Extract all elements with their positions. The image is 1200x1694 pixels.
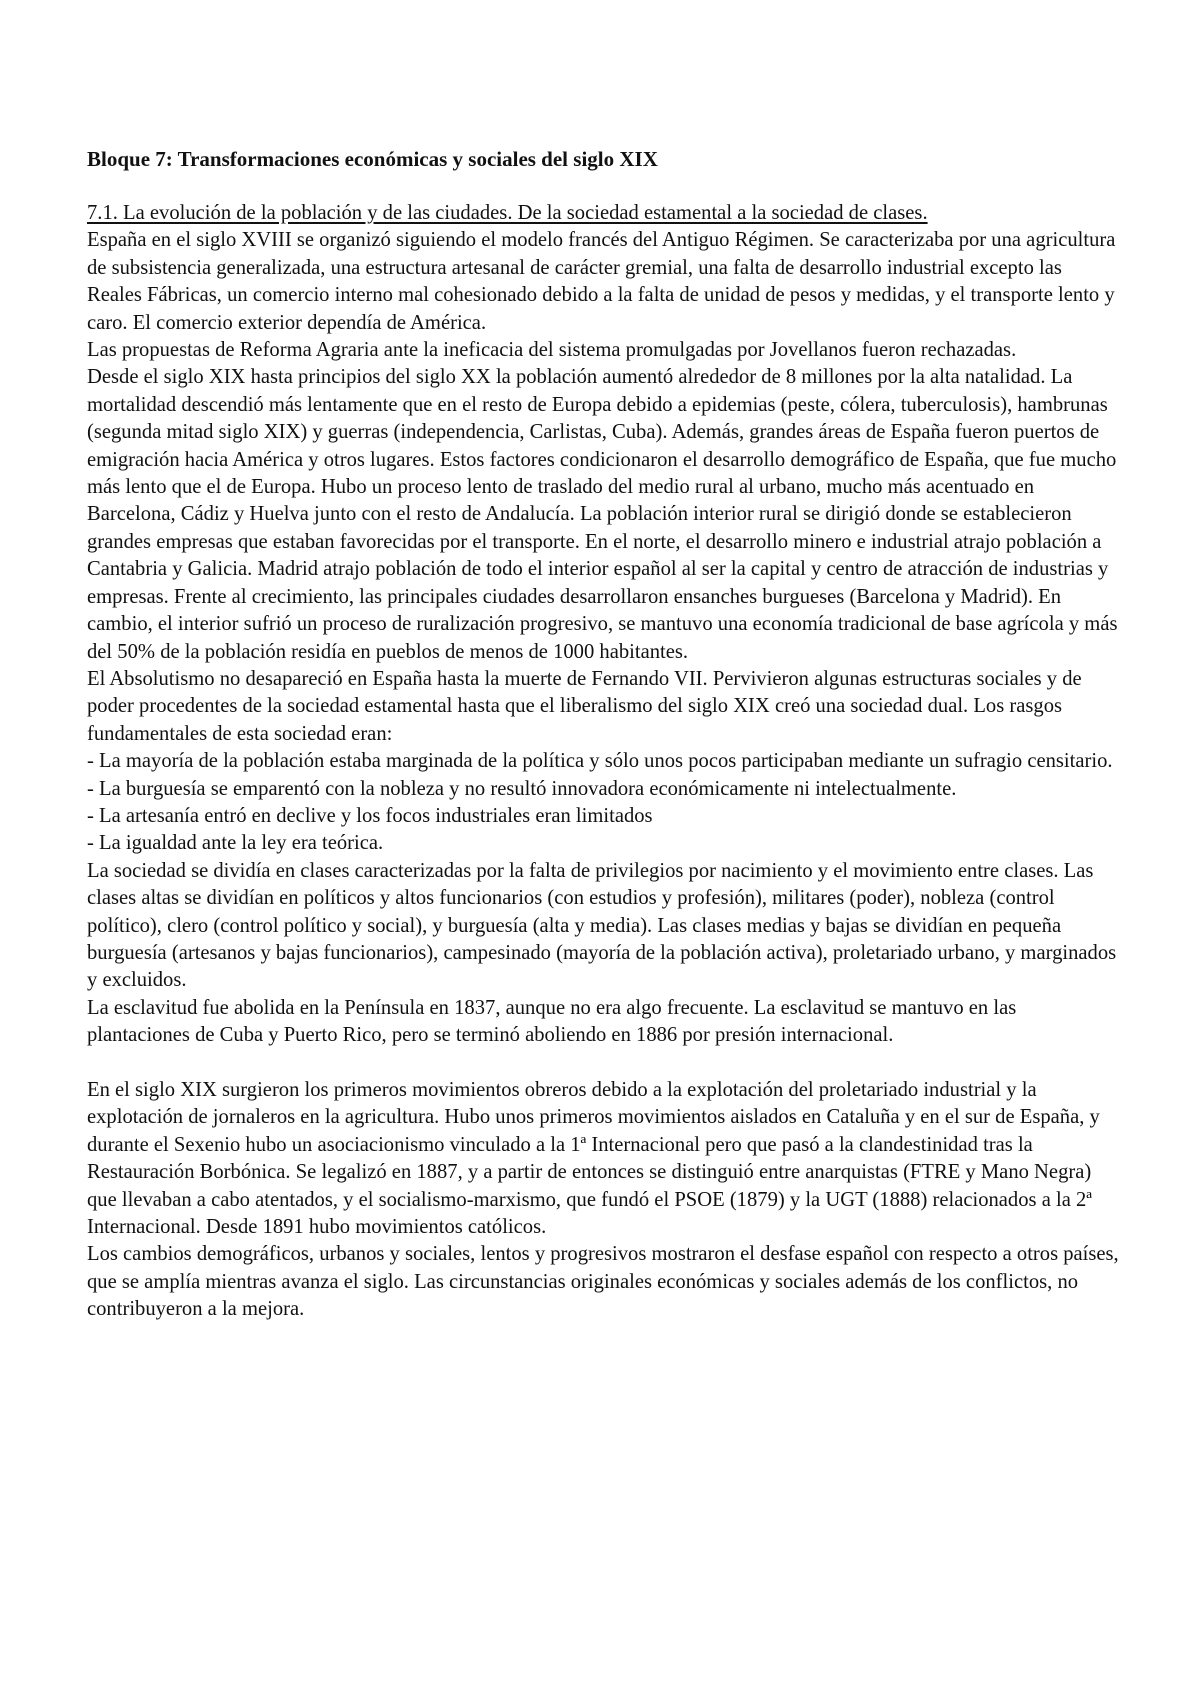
section-heading: 7.1. La evolución de la población y de las ciudades. De la sociedad estamental a la sociedad de clases. [87, 202, 928, 224]
list-item-artesania: - La artesanía entró en declive y los focos industriales eran limitados [87, 804, 653, 827]
list-item-sufragio: - La mayoría de la población estaba marginada de la política y sólo unos pocos participaban mediante un sufragio censitario. [87, 750, 1113, 773]
paragraph-esclavitud: La esclavitud fue abolida en la Península en 1837, aunque no era algo frecuente. La esclavitud se mantuvo en las plantaciones de Cuba y Puerto Rico, pero se terminó aboliendo en 1886 por presión internacional. [87, 996, 1017, 1047]
paragraph-movimientos-obreros: En el siglo XIX surgieron los primeros movimientos obreros debido a la explotación del proletariado industrial y la explotación de jornaleros en la agricultura. Hubo unos primeros movimientos aislados en Cataluña y en el sur de España, y durante el Sexenio hubo un asociacionismo vinculado a la 1ª Internacional pero que pasó a la clandestinidad tras la Restauración Borbónica. Se legalizó en 1887, y a partir de entonces se distinguió entre anarquistas (FTRE y Mano Negra) que llevaban a cabo atentados, y el socialismo-marxismo, que fundó el PSOE (1879) y la UGT (1888) relacionados a la 2ª Internacional. Desde 1891 hubo movimientos católicos. [87, 1078, 1100, 1239]
paragraph-absolutismo: El Absolutismo no desapareció en España hasta la muerte de Fernando VII. Pervivieron algunas estructuras sociales y de poder procedentes de la sociedad estamental hasta que el liberalismo del siglo XIX creó una sociedad dual. Los rasgos fundamentales de esta sociedad eran: [87, 667, 1082, 745]
list-item-burguesia: - La burguesía se emparentó con la nobleza y no resultó innovadora económicamente ni intelectualmente. [87, 777, 957, 800]
paragraph-demografia: Desde el siglo XIX hasta principios del siglo XX la población aumentó alrededor de 8 millones por la alta natalidad. La mortalidad descendió más lentamente que en el resto de Europa debido a epidemias (peste, cólera, tuberculosis), hambrunas (segunda mitad siglo XIX) y guerras (independencia, Carlistas, Cuba). Además, grandes áreas de España fueron puertos de emigración hacia América y otros lugares. Estos factores condicionaron el desarrollo demográfico de España, que fue mucho más lento que el de Europa. Hubo un proceso lento de traslado del medio rural al urbano, mucho más acentuado en Barcelona, Cádiz y Huelva junto con el resto de Andalucía. La población interior rural se dirigió donde se establecieron grandes empresas que estaban favorecidas por el transporte. En el norte, el desarrollo minero e industrial atrajo población a Cantabria y Galicia. Madrid atrajo población de todo el interior español al ser la capital y centro de atracción de industrias y empresas. Frente al crecimiento, las principales ciudades desarrollaron ensanches burgueses (Barcelona y Madrid). En cambio, el interior sufrió un proceso de ruralización progresivo, se mantuvo una economía tradicional de base agrícola y más del 50% de la población residía en pueblos de menos de 1000 habitantes. [87, 366, 1118, 663]
paragraph-reforma-agraria: Las propuestas de Reforma Agraria ante la ineficacia del sistema promulgadas por Jovellanos fueron rechazadas. [87, 339, 1017, 362]
document-title: Bloque 7: Transformaciones económicas y sociales del siglo XIX [87, 147, 658, 171]
paragraph-spacer [87, 1050, 1120, 1077]
paragraph-clases: La sociedad se dividía en clases caracterizadas por la falta de privilegios por nacimiento y el movimiento entre clases. Las clases altas se dividían en políticos y altos funcionarios (con estudios y profesión), militares (poder), nobleza (control político), clero (control político y social), y burguesía (alta y media). Las clases medias y bajas se dividían en pequeña burguesía (artesanos y bajas funcionarios), campesinado (mayoría de la población activa), proletariado urbano, y marginados y excluidos. [87, 859, 1117, 992]
paragraph-antiguo-regimen: España en el siglo XVIII se organizó siguiendo el modelo francés del Antiguo Régimen. Se caracterizaba por una agricultura de subsistencia generalizada, una estructura artesanal de carácter gremial, una falta de desarrollo industrial excepto las Reales Fábricas, un comercio interno mal cohesionado debido a la falta de unidad de pesos y medidas, y el transporte lento y caro. El comercio exterior dependía de América. [87, 229, 1116, 334]
paragraph-conclusion: Los cambios demográficos, urbanos y sociales, lentos y progresivos mostraron el desfase español con respecto a otros países, que se amplía mientras avanza el siglo. Las circunstancias originales económicas y sociales además de los conflictos, no contribuyeron a la mejora. [87, 1243, 1119, 1321]
list-item-igualdad: - La igualdad ante la ley era teórica. [87, 832, 384, 855]
